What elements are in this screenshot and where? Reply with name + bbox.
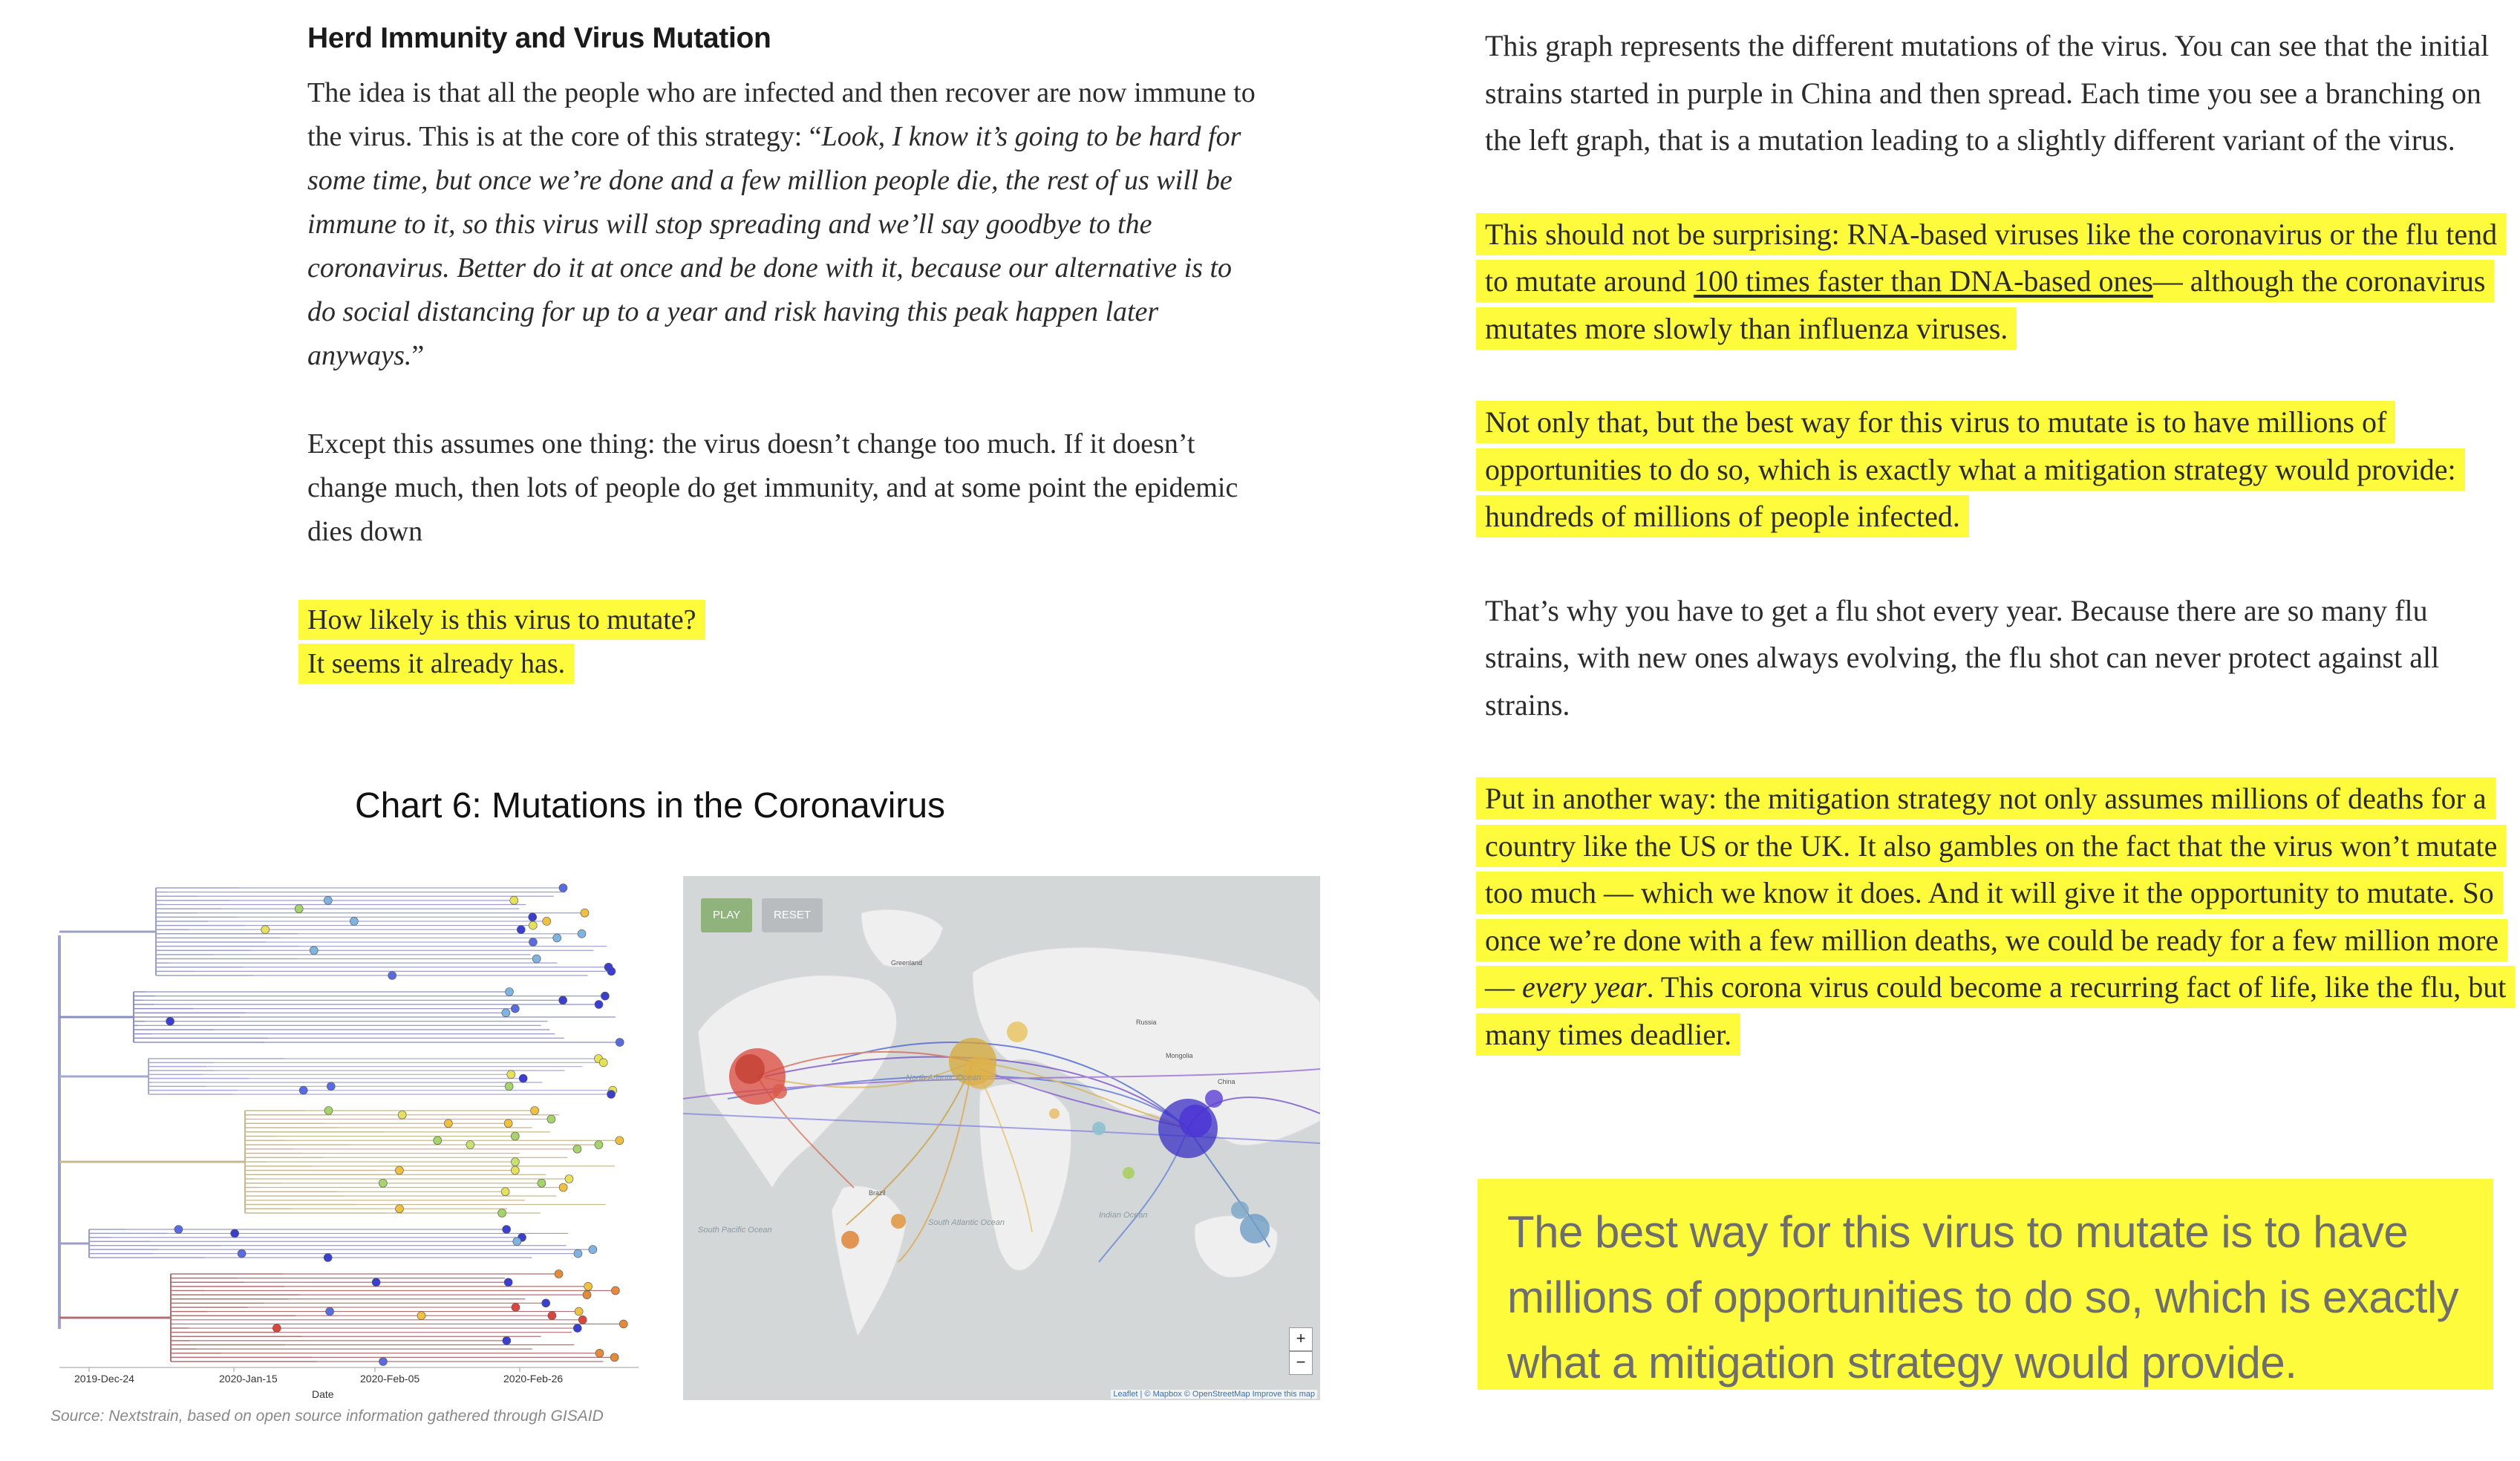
dna-comparison-link[interactable]: 100 times faster than DNA-based ones <box>1694 264 2153 298</box>
tree-node <box>507 1071 515 1079</box>
tree-node <box>511 1166 519 1174</box>
tree-node <box>559 1183 567 1192</box>
tree-node <box>511 1004 519 1013</box>
tree-node <box>324 1107 333 1115</box>
tree-node <box>513 1238 521 1246</box>
tree-node <box>466 1141 474 1149</box>
tree-node <box>510 896 518 904</box>
tree-node <box>505 988 513 996</box>
pull-quote: The best way for this virus to mutate is to have millions of opportunities to do so, which is exactly what a mitigation strategy would provide. <box>1478 1179 2493 1390</box>
tree-node <box>553 934 561 942</box>
tree-node <box>559 884 567 892</box>
date-tick: 2019-Dec-24 <box>74 1373 134 1385</box>
tree-node <box>607 1091 616 1099</box>
tree-node <box>595 1141 603 1149</box>
right-column <box>1485 22 2510 1058</box>
tree-node <box>512 1303 520 1311</box>
map-label: South Pacific Ocean <box>698 1226 772 1235</box>
tree-node <box>519 1074 527 1082</box>
highlighted-text: Not only that, but the best way for this virus to mutate is to have millions of opportunities to do so, which is exactly what a mitigation strategy would provide: hundreds of millions of people infected. <box>1476 401 2465 537</box>
tree-node <box>595 1349 604 1357</box>
tree-node <box>574 1249 582 1258</box>
tree-node <box>299 1086 307 1094</box>
tree-node <box>548 1312 556 1320</box>
tree-node <box>231 1229 239 1238</box>
tree-node <box>272 1324 281 1333</box>
tree-node <box>573 1145 581 1153</box>
tree-node <box>502 1009 510 1017</box>
axis-label: Date <box>312 1388 334 1400</box>
zoom-out-button[interactable]: − <box>1289 1351 1313 1375</box>
paragraph-mitigation-opportunities <box>1485 399 2510 540</box>
map-label: Indian Ocean <box>1099 1211 1148 1220</box>
section-heading: Herd Immunity and Virus Mutation <box>307 22 771 54</box>
map-label: China <box>1218 1078 1235 1085</box>
tree-node <box>395 1166 403 1174</box>
paragraph-another-way <box>1485 775 2510 1058</box>
tree-node <box>326 1307 334 1315</box>
tree-node <box>575 1307 583 1315</box>
tree-node <box>532 955 541 963</box>
tree-node <box>538 1179 546 1187</box>
highlighted-question <box>307 598 1265 686</box>
paragraph-herd-immunity <box>307 71 1265 378</box>
tree-node <box>611 1287 619 1295</box>
tree-node <box>166 1017 174 1025</box>
date-tick: 2020-Feb-05 <box>360 1373 420 1385</box>
paragraph-flu-shot: That’s why you have to get a flu shot every year. Because there are so many flu strains, with new ones always evolving, the flu shot can never protect against all strains. <box>1485 593 2440 722</box>
tree-node <box>261 926 270 934</box>
map-attribution[interactable]: Leaflet | © Mapbox © OpenStreetMap Improve this map <box>1111 1390 1317 1399</box>
source-caption: Source: Nextstrain, based on open source information gathered through GISAID <box>50 1408 604 1425</box>
tree-node <box>498 1209 506 1218</box>
tree-node <box>529 913 537 921</box>
paragraph-intro-text: The idea is that all the people who are infected and then recover are now immune to the virus. This is at the core of this strategy: “ <box>307 77 1256 152</box>
tree-node <box>444 1120 452 1128</box>
tree-node <box>372 1278 380 1287</box>
map-label: North Atlantic Ocean <box>906 1073 982 1082</box>
zoom-in-button[interactable]: + <box>1289 1327 1313 1351</box>
highlight-line-2: It seems it already has. <box>298 644 574 684</box>
tree-node <box>583 1291 591 1299</box>
tree-node <box>573 1324 581 1333</box>
highlighted-text <box>1476 213 2506 350</box>
tree-nodes <box>166 884 628 1366</box>
tree-axis <box>74 1373 563 1400</box>
tree-node <box>295 905 303 913</box>
tree-node <box>434 1137 442 1145</box>
tree-node <box>599 1059 607 1067</box>
tree-node <box>388 972 396 980</box>
tree-node <box>503 1336 511 1344</box>
chart-title: Chart 6: Mutations in the Coronavirus <box>355 786 946 826</box>
tree-node <box>503 1226 511 1234</box>
tree-node <box>555 1270 563 1278</box>
tree-node <box>601 992 609 1000</box>
paragraph-assumption: Except this assumes one thing: the virus doesn’t change too much. If it doesn’t change much, then lots of people do get immunity, and at some point the epidemic dies down <box>307 428 1238 547</box>
tree-node <box>559 996 567 1004</box>
tree-node <box>324 896 332 904</box>
tree-node <box>578 1315 587 1324</box>
tree-node <box>517 926 525 934</box>
tree-node <box>616 1039 624 1047</box>
tree-node <box>531 1107 539 1115</box>
tree-node <box>581 909 589 917</box>
paragraph-rna-mutation <box>1485 211 2510 353</box>
tree-node <box>607 967 616 975</box>
tree-node <box>610 1353 618 1362</box>
emphasis: every year <box>1522 970 1647 1004</box>
text-run: This should not be surprising: RNA-based viruses like the coronavirus or the flu tend to mutate around <box>1485 217 2498 298</box>
tree-node <box>511 1158 519 1166</box>
tree-node <box>619 1320 627 1328</box>
reset-button[interactable]: RESET <box>762 898 823 932</box>
tree-node <box>398 1111 406 1119</box>
map-canvas <box>683 876 1320 1400</box>
tree-node <box>396 1205 404 1213</box>
transmission-map[interactable] <box>683 876 1320 1400</box>
tree-node <box>543 917 551 925</box>
text-run: Put in another way: the mitigation strategy not only assumes millions of deaths for a country like the US or the UK. It also gambles on the fact that the virus won’t mutate too much — which we know it does. And it will give it the opportunity to mutate. So once we’re done with a few million deaths, we could be ready for a few million more — <box>1485 782 2499 1004</box>
paragraph-graph-explanation: This graph represents the different mutations of the virus. You can see that the initial strains started in purple in China and then spread. Each time you see a branching on the left graph, that is a mutation leading to a slightly different variant of the virus. <box>1485 29 2490 157</box>
map-label: Greenland <box>891 959 923 967</box>
quote-text: Look, I know it’s going to be hard for some time, but once we’re done and a few million people die, the rest of us will be immune to it, so this virus will stop spreading and we’ll say goodbye to the coronavirus. Better do it at once and be done with it, because our alternative is to do social distancing for up to a year and risk having this peak happen later anyways. <box>307 121 1241 371</box>
tree-node <box>584 1282 593 1290</box>
tree-node <box>417 1312 425 1320</box>
tree-node <box>547 1115 555 1123</box>
tree-node <box>174 1226 183 1234</box>
tree-node <box>542 1299 550 1307</box>
left-column <box>307 22 1265 686</box>
phylogenetic-tree <box>45 876 661 1425</box>
tree-node <box>578 929 586 938</box>
tree-node <box>379 1179 387 1187</box>
tree-node <box>504 1120 512 1128</box>
tree-node <box>595 1001 603 1009</box>
tree-node <box>529 921 537 929</box>
tree-node <box>616 1137 624 1145</box>
tree-node <box>324 1254 332 1262</box>
text-run: . This corona virus could become a recurring fact of life, like the flu, but many times deadlier. <box>1485 970 2507 1051</box>
date-tick: 2020-Feb-26 <box>503 1373 564 1385</box>
tree-node <box>310 947 318 955</box>
map-label: South Atlantic Ocean <box>928 1218 1005 1227</box>
tree-node <box>504 1278 512 1287</box>
tree-node <box>501 1188 509 1196</box>
tree-branches <box>59 888 639 1372</box>
tree-node <box>529 938 537 947</box>
highlight-line-1: How likely is this virus to mutate? <box>298 600 705 640</box>
tree-node <box>505 1082 513 1091</box>
date-tick: 2020-Jan-15 <box>219 1373 278 1385</box>
tree-node <box>327 1082 335 1091</box>
tree-node <box>511 1132 519 1140</box>
tree-node <box>589 1246 597 1254</box>
tree-node <box>379 1358 387 1366</box>
map-label: Russia <box>1136 1019 1157 1026</box>
tree-node <box>350 917 358 925</box>
play-button[interactable]: PLAY <box>701 898 752 932</box>
quote-close: ” <box>411 340 425 371</box>
map-label: Mongolia <box>1166 1052 1193 1059</box>
highlighted-text <box>1476 777 2515 1056</box>
tree-node <box>565 1175 573 1183</box>
text-run: — although the coronavirus mutates more slowly than influenza viruses. <box>1485 264 2486 345</box>
tree-node <box>238 1249 246 1258</box>
map-label: Brazil <box>869 1189 886 1197</box>
